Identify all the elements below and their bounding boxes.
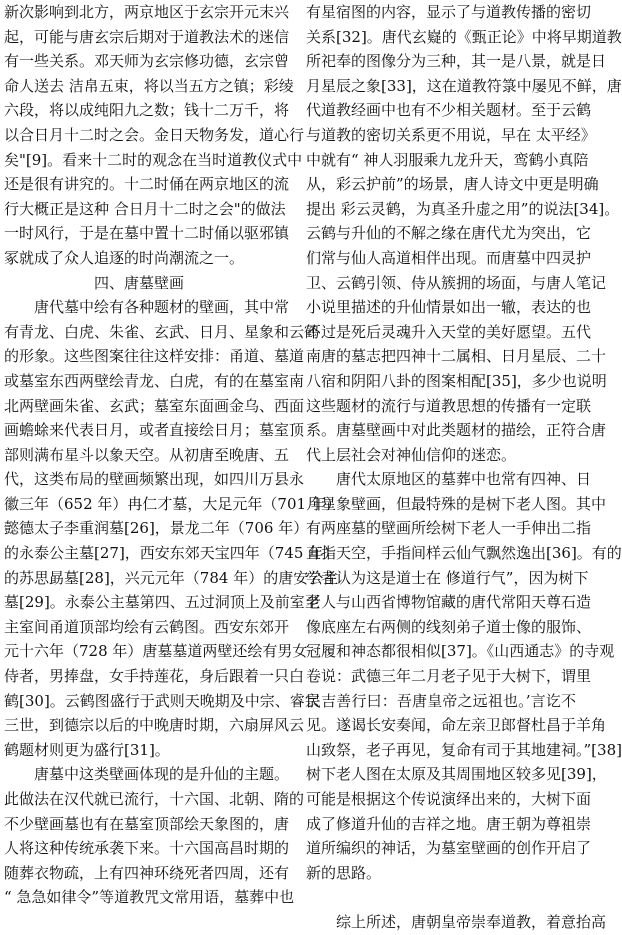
text-line: 山致祭，老子再见，复命有司于其地建祠。”[38]: [306, 740, 622, 759]
text-line: 老人与山西省博物馆藏的唐代常阳天尊石造: [306, 593, 592, 612]
text-line: 这些题材的流行与道教思想的传播有一定联: [306, 396, 592, 415]
text-line: 三世，到德宗以后的中晚唐时期，六扇屏风云: [4, 716, 305, 735]
text-line: 冠履和神态都很相似[37]。《山西通志》的寺观: [306, 642, 615, 661]
text-line: 或墓室东西两壁绘青龙、白虎，有的在墓室南: [4, 371, 305, 390]
text-line: 学者认为这是道士在 修道行气”，因为树下: [306, 568, 589, 587]
text-line: 中就有“ 神人羽服乘九龙升天，鸾鹤小真陪: [306, 150, 589, 169]
text-line: 懿德太子李重润墓[26]，景龙二年（706 年）: [4, 519, 309, 538]
text-line: 矣"[9]。看来十二时的观念在当时道教仪式中: [4, 150, 303, 169]
text-line: 代道教经画中也有不少相关题材。至于云鹤: [306, 101, 592, 120]
text-line: 成了修道升仙的吉祥之地。唐王朝为尊祖崇: [306, 814, 592, 833]
text-line: 南唐的墓志把四神十二属相、日月星辰、二十: [306, 347, 607, 366]
text-line: 提出 彩云灵鹤，为真圣升虚之用”的说法[34]。: [306, 199, 620, 218]
text-line: 云鹤与升仙的不解之缘在唐代尤为突出，它: [306, 224, 592, 243]
text-line: 有两座墓的壁画所绘树下老人一手伸出二指: [306, 519, 592, 538]
text-line: 一时风行，于是在墓中置十二时俑以驱邪镇: [4, 224, 290, 243]
text-line: 北两壁画朱雀、玄武；墓室东面画金乌、西面: [4, 396, 305, 415]
text-line: 唐代墓中绘有各种题材的壁画，其中常: [34, 298, 290, 317]
text-line: 月星象壁画，但最特殊的是树下老人图。其中: [306, 494, 607, 513]
text-line: 关系[32]。唐代玄嶷的《甄正论》中将早期道教: [306, 27, 622, 46]
text-line: 鹤[30]。云鹤图盛行于武则天晚期及中宗、睿宗: [4, 691, 320, 710]
text-line: 元十六年（728 年）唐墓墓道两壁还绘有男女: [4, 642, 308, 661]
text-line: 有一些关系。邓天师为玄宗修功德，玄宗曾: [4, 52, 290, 71]
text-line: 冢就成了众人追逐的时尚潮流之一。: [4, 248, 245, 267]
text-line: 小说里描述的升仙情景如出一辙，表达的也: [306, 298, 592, 317]
text-line: 新次影响到北方，两京地区于玄宗开元末兴: [4, 3, 290, 21]
text-line: 人将这种传统承袭下来。十六国高昌时期的: [4, 839, 290, 858]
text-line: 侍者，男捧盘，女手持莲花，身后跟着一只白: [4, 667, 305, 686]
text-line: 的苏思勗墓[28]，兴元元年（784 年）的唐安公主: [4, 568, 339, 587]
text-line: 唐墓中这类壁画体现的是升仙的主题。: [34, 765, 290, 784]
text-line: 主室间甬道顶部均绘有云鹤图。西安东郊开: [4, 617, 290, 636]
text-line: 命人送去 洁帛五束，将以当五方之镇；彩绫: [4, 76, 294, 95]
left-column: [4, 0, 341, 910]
text-line: 可能是根据这个传说演绎出来的，大树下面: [306, 790, 592, 808]
text-line: 像底座左右两侧的线刻弟子道士像的服饰、: [306, 617, 592, 636]
text-line: 卷说：武德三年二月老子见于大树下，谓里: [306, 667, 592, 686]
text-line: 代上层社会对神仙信仰的迷恋。: [306, 445, 517, 464]
text-line: 唐代太原地区的墓葬中也常有四神、日: [336, 470, 592, 489]
text-line: 见。遂谒长安奏闻，命左亲卫郎督杜昌于羊角: [306, 716, 607, 735]
text-line: 系。唐墓壁画中对此类题材的描绘，正符合唐: [306, 421, 607, 440]
text-line: 所祀奉的图像分为三种，其一是八景，就是日: [306, 52, 607, 71]
text-line: 有星宿图的内容，显示了与道教传播的密切: [306, 3, 592, 21]
text-line: 不少壁画墓也有在墓室顶部绘天象图的，唐: [4, 814, 290, 833]
text-line: 直指天空，手指间样云仙气飘然逸出[36]。有的: [306, 544, 622, 563]
text-line: 八宿和阴阳八卦的图案相配[35]，多少也说明: [306, 371, 607, 390]
text-line: 从，彩云护前”的场景，唐人诗文中更是明确: [306, 175, 599, 194]
text-line: 卫、云鹤引领、侍从簇拥的场面，与唐人笔记: [306, 273, 607, 292]
text-line: 道所编织的神话，为墓室壁画的创作开启了: [306, 839, 592, 858]
text-line: 们常与仙人高道相伴出现。而唐墓中四灵护: [306, 248, 592, 267]
text-line: 此做法在汉代就已流行，十六国、北朝、隋的: [4, 790, 305, 808]
text-line: 起，可能与唐玄宗后期对于道教法术的迷信: [4, 27, 290, 46]
text-line: 树下老人图在太原及其周围地区较多见[39]，: [306, 765, 607, 784]
text-line: 六段，将以成纯阳九之数；钱十二万千，将: [4, 101, 290, 120]
text-line: 部则满布星斗以象天空。从初唐至晚唐、五: [4, 445, 290, 464]
text-line: 代，这类布局的壁画频繁出现，如四川万县永: [4, 470, 305, 489]
section-heading: 四、唐墓壁画: [93, 273, 184, 292]
text-line: 不过是死后灵魂升入天堂的美好愿望。五代: [306, 322, 592, 341]
text-line: 随葬衣物疏，上有四神环绕死者四周，还有: [4, 863, 290, 882]
text-line: 的形象。这些图案往往这样安排：甬道、墓道: [4, 347, 305, 366]
text-line: “ 急急如律令”等道教咒文常用语，墓葬中也: [4, 888, 295, 907]
paragraph-gap: [306, 885, 576, 910]
text-line: 行大概正是这种 合日月十二时之会"的做法: [4, 199, 286, 218]
text-line: 新的思路。: [306, 863, 382, 882]
text-line: 与道教的密切关系更不用说，早在 太平经》: [306, 125, 596, 144]
text-line: 以合日月十二时之会。金日天物务发，道心行: [4, 125, 305, 144]
text-line: 有青龙、白虎、朱雀、玄武、日月、星象和云鹤: [4, 322, 320, 341]
text-line: 月星辰之象[33]，这在道教符箓中屡见不鲜，唐: [306, 76, 622, 95]
text-line: 民吉善行曰：吾唐皇帝之远祖也。’言讫不: [306, 691, 576, 710]
right-column: [306, 0, 622, 935]
text-line: 还是很有讲究的。十二时俑在两京地区的流: [4, 175, 290, 194]
text-line: 综上所述，唐朝皇帝崇奉道教，着意抬高: [336, 912, 607, 931]
text-line: 徽三年（652 年）冉仁才墓，大足元年（701 年）: [4, 494, 341, 513]
text-line: 画蟾蜍来代表日月，或者直接绘日月；墓室顶: [4, 421, 305, 440]
text-line: 的永泰公主墓[27]，西安东郊天宝四年（745 年）: [4, 544, 339, 563]
text-line: 墓[29]。永泰公主墓第四、五过洞顶上及前室至: [4, 593, 320, 612]
text-line: 鹤题材则更为盛行[31]。: [4, 740, 170, 759]
